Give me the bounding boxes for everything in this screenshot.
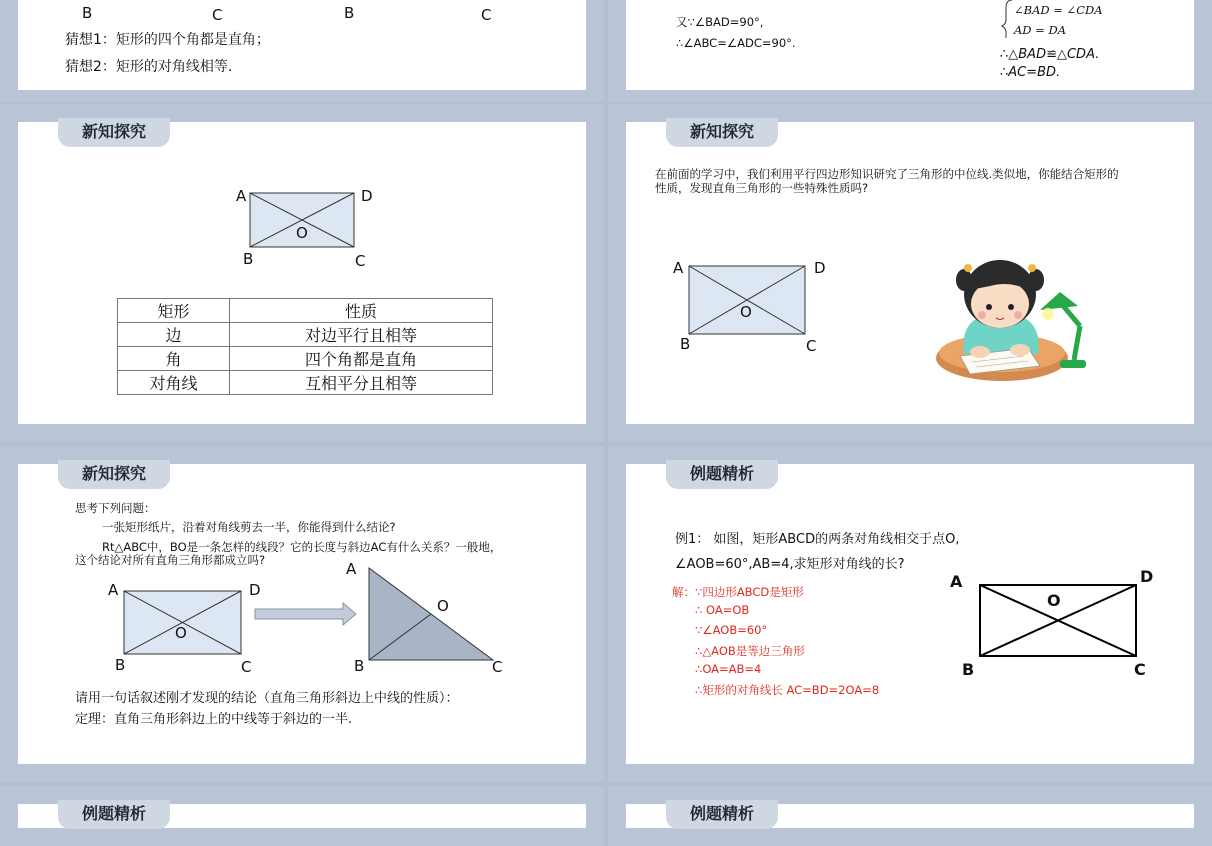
slide-title-tab: 新知探究 [666,118,778,147]
slide-thinking-questions [0,446,604,782]
proof-line-2: ∴∠ABC=∠ADC=90°. [676,36,796,50]
point-a-label: A [673,259,684,277]
point-d-label: D [361,187,373,205]
solution-line-6: ∴矩形的对角线长 AC=BD=2OA=8 [695,683,880,697]
point-o-label: O [1047,591,1061,610]
point-o-label: O [175,624,187,642]
example-line-1: 例1： 如图，矩形ABCD的两条对角线相交于点O, [675,532,960,547]
slide-title-tab: 新知探究 [58,118,170,147]
triangle-point-c-label: C [492,658,503,676]
studying-girl-illustration [608,104,1212,442]
question-1: 一张矩形纸片，沿着对角线剪去一半，你能得到什么结论? [102,520,396,534]
triangle-point-o-label: O [437,597,449,615]
slide-right-triangle-intro [608,104,1212,442]
conclusion-prompt: 请用一句话叙述刚才发现的结论（直角三角形斜边上中线的性质）： [75,691,459,706]
brace-line-2: AD = DA [1014,23,1066,37]
conclusion-2: ∴AC=BD. [1000,65,1061,80]
solution-line-4: ∴△AOB是等边三角形 [695,644,805,658]
slide-example-1 [608,446,1212,782]
triangle-point-b-label: B [354,657,365,675]
point-b-label-2: B [344,4,355,22]
point-b-label: B [115,656,126,674]
point-b-label: B [962,660,975,679]
table-cell: 四个角都是直角 [230,347,493,371]
conclusion-1: ∴△BAD≌△CDA. [1000,47,1100,62]
solution-line-2: ∴ OA=OB [695,603,750,617]
table-cell: 对边平行且相等 [230,323,493,347]
solution-line-3: ∵∠AOB=60° [695,623,768,637]
table-row [118,371,493,395]
question-2: Rt△ABC中，BO是一条怎样的线段？它的长度与斜边AC有什么关系？一般地， [102,540,502,554]
point-c-label: C [355,252,366,270]
point-c-label: C [1134,660,1146,679]
question-3: 这个结论对所有直角三角形都成立吗? [75,553,266,567]
table-header-row [118,299,493,323]
slide-conjectures [0,0,604,102]
properties-table [117,298,493,395]
table-row [118,323,493,347]
question-heading: 思考下列问题： [75,501,156,515]
triangle-point-a-label: A [346,560,357,578]
point-d-label: D [814,259,826,277]
table-cell: 边 [118,323,230,347]
table-cell: 互相平分且相等 [230,371,493,395]
intro-text-line-1: 在前面的学习中，我们利用平行四边形知识研究了三角形的中位线.类似地，你能结合矩形的 [655,167,1119,181]
slide-example-3 [608,786,1212,846]
point-d-label: D [1140,567,1154,586]
example-line-2: ∠AOB=60°,AB=4,求矩形对角线的长? [675,557,905,572]
slide-rectangle-properties [0,104,604,442]
solution-line-1: 解：∵四边形ABCD是矩形 [672,585,804,599]
point-a-label: A [950,572,963,591]
proof-line-1: 又∵∠BAD=90°, [676,15,764,29]
table-header-cell: 矩形 [118,299,230,323]
point-c-label: C [806,337,817,355]
point-d-label: D [249,581,261,599]
point-c-label: C [212,6,223,24]
rectangle-to-triangle-diagram [0,446,604,782]
table-row [118,347,493,371]
rectangle-abcd-diagram [608,446,1212,782]
conjecture-1: 猜想1：矩形的四个角都是直角； [65,32,270,48]
slide-title-tab: 例题精析 [666,800,778,829]
brace-icon [608,0,1212,102]
point-o-label: O [296,224,308,242]
point-b-label: B [680,335,691,353]
point-o-label: O [740,303,752,321]
point-b-label: B [243,250,254,268]
point-a-label: A [108,581,119,599]
slide-proof [608,0,1212,102]
slide-title-tab: 例题精析 [666,460,778,489]
point-a-label: A [236,187,247,205]
conjecture-2: 猜想2：矩形的对角线相等. [65,59,233,75]
point-b-label: B [82,4,93,22]
table-cell: 对角线 [118,371,230,395]
intro-text-line-2: 性质，发现直角三角形的一些特殊性质吗? [655,181,869,195]
table-header-cell: 性质 [230,299,493,323]
table-cell: 角 [118,347,230,371]
slide-title-tab: 例题精析 [58,800,170,829]
slide-title-tab: 新知探究 [58,460,170,489]
theorem-text: 定理：直角三角形斜边上的中线等于斜边的一半. [75,712,353,727]
point-c-label-2: C [481,6,492,24]
point-c-label: C [241,658,252,676]
solution-line-5: ∴OA=AB=4 [695,662,762,676]
slide-example-2 [0,786,604,846]
brace-line-1: ∠BAD = ∠CDA [1014,3,1103,17]
